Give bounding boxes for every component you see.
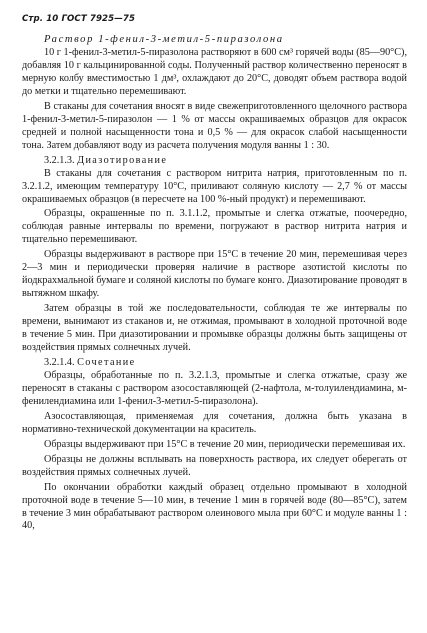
paragraph: 10 г 1-фенил-3-метил-5-пиразолона растворяют в 600 см³ горячей воды (85—90°С), добавляя 10 г кальцинированной соды. Полученный раствор количественно переносят в мерную колбу вместимостью 1 дм³, охлаждают до 20°С, доводят объем раствора водой до метки и тщательно перемешивают. (22, 47, 407, 97)
subsection-title: Диазотирование (77, 154, 168, 166)
paragraph: В стаканы для сочетания вносят в виде свежеприготовленного щелочного раствора 1-фенил-3-метил-5-пиразолон — 1 % от массы окрашиваемых образцов для окрасок средней и полной насыщенности тона и 0,5 % — для окрасок слабой насыщенности тона. Затем добавляют воду из расчета получения модуля ванны 1 : 30. (22, 100, 407, 151)
subsection-heading-diazotization (22, 154, 407, 167)
paragraph: Образцы выдерживают при 15°С в течение 20 мин, периодически перемешивая их. (44, 438, 406, 450)
subsection-number: 3.2.1.3. (44, 154, 75, 166)
subsection-title: Сочетание (77, 356, 136, 368)
subsection-number: 3.2.1.4. (44, 356, 75, 368)
paragraph: Образцы выдерживают в растворе при 15°С в течение 20 мин, перемешивая через 2—3 мин и периодически проверяя наличие в растворе азотистой кислоты по йодкрахмальной бумаге и соляной кислоты по бумаге конго. Диазотирование проводят в вытяжном шкафу. (22, 249, 407, 300)
paragraph: Образцы, обработанные по п. 3.2.1.3, промытые и слегка отжатые, сразу же переносят в стаканы с раствором азосоставляющей (2-нафтола, м-толуилендиамина, м-фенилендиамина или 1-фенил-3-метил-5-пиразолона). (22, 369, 407, 407)
running-head: Стр. 10 ГОСТ 7925—75 (22, 14, 136, 24)
paragraph: Азосоставляющая, применяемая для сочетания, должна быть указана в нормативно-технической документации на краситель. (22, 410, 407, 435)
subsection-heading-coupling (22, 356, 407, 369)
document-page (22, 12, 407, 627)
paragraph: Образцы не должны всплывать на поверхность раствора, их следует оберегать от воздействия прямых солнечных лучей. (22, 453, 407, 478)
paragraph: По окончании обработки каждый образец отдельно промывают в холодной проточной воде в течение 5—10 мин, в течение 1 мин в горячей воде (80—85°С), затем в течение 3 мин обрабатывают раствором олеинового мыла при 60°С и модуле ванны 1 : 40, (22, 481, 407, 532)
paragraph: Затем образцы в той же последовательности, соблюдая те же интервалы по времени, вынимают из стаканов и, не отжимая, промывают в холодной проточной воде в течение 5 мин. При диазотировании и промывке образцы должны быть защищены от воздействия прямых солнечных лучей. (22, 303, 407, 354)
section-title: Раствор 1-фенил-3-метил-5-пиразолона (44, 34, 284, 45)
paragraph: Образцы, окрашенные по п. 3.1.1.2, промытые и слегка отжатые, поочередно, соблюдая равные интервалы по времени, погружают в раствор нитрита натрия и тщательно перемешивают. (22, 208, 407, 246)
paragraph: В стаканы для сочетания с раствором нитрита натрия, приготовленным по п. 3.2.1.2, имеющим температуру 10°С, приливают соляную кислоту — 2,7 % от массы окрашиваемых образцов (в пересчете на 100 %-ный продукт) и перемешивают. (22, 167, 407, 205)
